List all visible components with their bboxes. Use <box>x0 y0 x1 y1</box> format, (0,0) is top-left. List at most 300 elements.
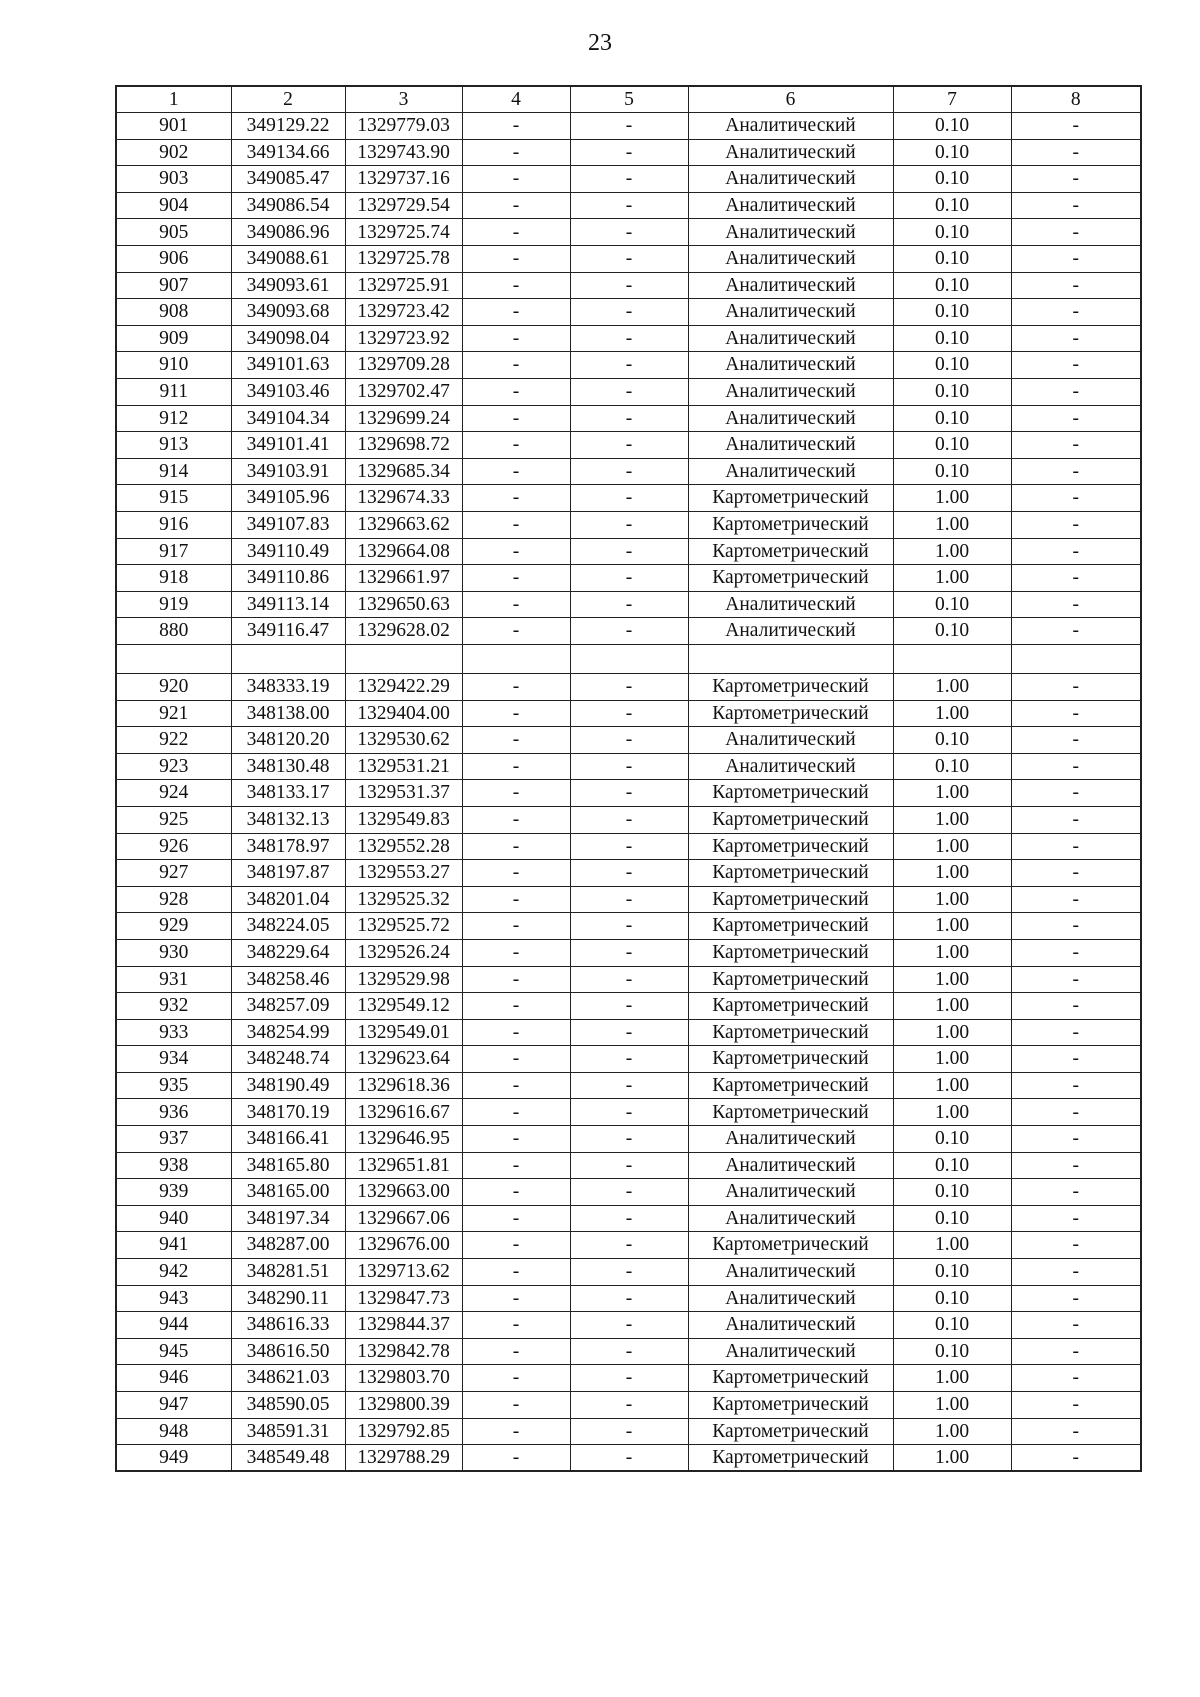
cell-col-5: - <box>570 512 688 539</box>
cell-col-4: - <box>462 966 570 993</box>
page-number: 23 <box>588 30 612 56</box>
cell-y-coordinate: 1329698.72 <box>345 432 462 459</box>
cell-col-8: - <box>1011 806 1141 833</box>
cell-col-4: - <box>462 833 570 860</box>
cell-col-5: - <box>570 966 688 993</box>
cell-method: Картометрический <box>688 780 893 807</box>
header-cell: 4 <box>462 86 570 113</box>
cell-point-number: 940 <box>116 1205 231 1232</box>
cell-precision: 0.10 <box>893 618 1011 645</box>
table-row <box>116 485 1141 512</box>
cell-precision: 1.00 <box>893 1046 1011 1073</box>
cell-method: Картометрический <box>688 913 893 940</box>
cell-method: Аналитический <box>688 246 893 273</box>
table-row <box>116 1365 1141 1392</box>
cell-x-coordinate: 348120.20 <box>231 727 345 754</box>
cell-point-number: 948 <box>116 1418 231 1445</box>
table-row <box>116 1232 1141 1259</box>
cell-y-coordinate: 1329553.27 <box>345 860 462 887</box>
cell-col-5: - <box>570 485 688 512</box>
cell-col-4: - <box>462 727 570 754</box>
cell-method: Картометрический <box>688 1232 893 1259</box>
cell-col-8: - <box>1011 1259 1141 1286</box>
cell-y-coordinate: 1329526.24 <box>345 939 462 966</box>
cell-method: Картометрический <box>688 833 893 860</box>
table-row <box>116 512 1141 539</box>
cell-method: Картометрический <box>688 1418 893 1445</box>
cell-method: Аналитический <box>688 379 893 406</box>
cell-col-5: - <box>570 538 688 565</box>
cell-method: Аналитический <box>688 272 893 299</box>
cell-col-8: - <box>1011 1232 1141 1259</box>
cell-method: Картометрический <box>688 565 893 592</box>
cell-y-coordinate: 1329792.85 <box>345 1418 462 1445</box>
cell-y-coordinate: 1329422.29 <box>345 673 462 700</box>
cell-method <box>688 644 893 673</box>
cell-x-coordinate: 348257.09 <box>231 993 345 1020</box>
cell-x-coordinate: 348254.99 <box>231 1019 345 1046</box>
cell-col-8: - <box>1011 1072 1141 1099</box>
cell-precision: 0.10 <box>893 1179 1011 1206</box>
cell-x-coordinate: 348290.11 <box>231 1285 345 1312</box>
cell-precision: 0.10 <box>893 379 1011 406</box>
header-cell: 3 <box>345 86 462 113</box>
cell-precision: 1.00 <box>893 512 1011 539</box>
table-row <box>116 192 1141 219</box>
cell-point-number: 907 <box>116 272 231 299</box>
cell-col-5: - <box>570 1126 688 1153</box>
cell-y-coordinate: 1329628.02 <box>345 618 462 645</box>
cell-col-4: - <box>462 1312 570 1339</box>
cell-col-5: - <box>570 1179 688 1206</box>
cell-col-4: - <box>462 780 570 807</box>
cell-col-8: - <box>1011 1312 1141 1339</box>
cell-precision: 0.10 <box>893 299 1011 326</box>
cell-point-number: 944 <box>116 1312 231 1339</box>
cell-col-5: - <box>570 1072 688 1099</box>
cell-precision: 1.00 <box>893 1365 1011 1392</box>
cell-col-4: - <box>462 886 570 913</box>
cell-precision: 1.00 <box>893 485 1011 512</box>
cell-x-coordinate: 349085.47 <box>231 166 345 193</box>
cell-x-coordinate: 348616.50 <box>231 1338 345 1365</box>
cell-method: Аналитический <box>688 192 893 219</box>
cell-precision: 0.10 <box>893 753 1011 780</box>
cell-point-number: 903 <box>116 166 231 193</box>
cell-col-5: - <box>570 860 688 887</box>
cell-y-coordinate: 1329651.81 <box>345 1152 462 1179</box>
table-row <box>116 166 1141 193</box>
cell-y-coordinate: 1329650.63 <box>345 591 462 618</box>
cell-precision: 1.00 <box>893 780 1011 807</box>
cell-point-number: 939 <box>116 1179 231 1206</box>
cell-col-5: - <box>570 565 688 592</box>
table-row <box>116 806 1141 833</box>
cell-col-8: - <box>1011 1099 1141 1126</box>
cell-x-coordinate: 349105.96 <box>231 485 345 512</box>
cell-col-5: - <box>570 806 688 833</box>
cell-method: Картометрический <box>688 1046 893 1073</box>
cell-col-8: - <box>1011 1046 1141 1073</box>
cell-point-number: 941 <box>116 1232 231 1259</box>
cell-col-8: - <box>1011 1285 1141 1312</box>
cell-col-8: - <box>1011 1152 1141 1179</box>
cell-col-5: - <box>570 113 688 140</box>
cell-col-8: - <box>1011 192 1141 219</box>
cell-col-5: - <box>570 1019 688 1046</box>
cell-precision: 0.10 <box>893 1285 1011 1312</box>
table-row <box>116 1179 1141 1206</box>
cell-point-number: 923 <box>116 753 231 780</box>
cell-point-number: 921 <box>116 700 231 727</box>
cell-point-number: 918 <box>116 565 231 592</box>
cell-col-4: - <box>462 1445 570 1472</box>
header-cell: 7 <box>893 86 1011 113</box>
cell-col-5: - <box>570 166 688 193</box>
cell-y-coordinate: 1329667.06 <box>345 1205 462 1232</box>
cell-col-8: - <box>1011 727 1141 754</box>
table-row <box>116 538 1141 565</box>
cell-col-5: - <box>570 246 688 273</box>
cell-x-coordinate <box>231 644 345 673</box>
cell-col-8: - <box>1011 1338 1141 1365</box>
cell-point-number: 913 <box>116 432 231 459</box>
cell-point-number: 919 <box>116 591 231 618</box>
table-row <box>116 1285 1141 1312</box>
cell-y-coordinate: 1329725.74 <box>345 219 462 246</box>
cell-precision: 0.10 <box>893 166 1011 193</box>
cell-point-number: 911 <box>116 379 231 406</box>
cell-x-coordinate: 348130.48 <box>231 753 345 780</box>
cell-method: Аналитический <box>688 1152 893 1179</box>
cell-col-4: - <box>462 939 570 966</box>
cell-col-4: - <box>462 1232 570 1259</box>
cell-col-4: - <box>462 538 570 565</box>
cell-col-4: - <box>462 565 570 592</box>
table-row <box>116 379 1141 406</box>
cell-method: Аналитический <box>688 325 893 352</box>
cell-col-4: - <box>462 700 570 727</box>
table-row <box>116 1418 1141 1445</box>
coordinates-table <box>115 85 1142 1472</box>
cell-method: Картометрический <box>688 806 893 833</box>
cell-method: Аналитический <box>688 219 893 246</box>
cell-col-5: - <box>570 1046 688 1073</box>
cell-col-8: - <box>1011 432 1141 459</box>
cell-precision: 0.10 <box>893 219 1011 246</box>
cell-point-number: 942 <box>116 1259 231 1286</box>
table-row <box>116 325 1141 352</box>
cell-method: Картометрический <box>688 886 893 913</box>
cell-col-5: - <box>570 1232 688 1259</box>
cell-precision: 1.00 <box>893 1418 1011 1445</box>
cell-precision: 1.00 <box>893 1232 1011 1259</box>
table-row <box>116 1099 1141 1126</box>
cell-method: Аналитический <box>688 591 893 618</box>
cell-col-4: - <box>462 673 570 700</box>
table-row <box>116 644 1141 673</box>
cell-col-4: - <box>462 1338 570 1365</box>
cell-x-coordinate: 349113.14 <box>231 591 345 618</box>
cell-col-8: - <box>1011 352 1141 379</box>
cell-method: Аналитический <box>688 1179 893 1206</box>
cell-col-5: - <box>570 1152 688 1179</box>
cell-col-8: - <box>1011 1445 1141 1472</box>
cell-method: Картометрический <box>688 673 893 700</box>
cell-col-5: - <box>570 1365 688 1392</box>
cell-x-coordinate: 348197.87 <box>231 860 345 887</box>
cell-y-coordinate: 1329531.21 <box>345 753 462 780</box>
cell-point-number: 880 <box>116 618 231 645</box>
table-row <box>116 1392 1141 1419</box>
cell-x-coordinate: 348165.80 <box>231 1152 345 1179</box>
cell-method: Картометрический <box>688 700 893 727</box>
cell-x-coordinate: 348138.00 <box>231 700 345 727</box>
cell-col-4: - <box>462 618 570 645</box>
cell-y-coordinate: 1329725.91 <box>345 272 462 299</box>
cell-x-coordinate: 349101.63 <box>231 352 345 379</box>
cell-col-8: - <box>1011 618 1141 645</box>
cell-y-coordinate: 1329549.12 <box>345 993 462 1020</box>
cell-precision: 0.10 <box>893 432 1011 459</box>
cell-y-coordinate: 1329552.28 <box>345 833 462 860</box>
cell-precision: 0.10 <box>893 325 1011 352</box>
cell-col-8: - <box>1011 246 1141 273</box>
cell-point-number: 910 <box>116 352 231 379</box>
cell-point-number: 938 <box>116 1152 231 1179</box>
header-cell: 6 <box>688 86 893 113</box>
cell-method: Аналитический <box>688 753 893 780</box>
cell-y-coordinate: 1329800.39 <box>345 1392 462 1419</box>
cell-col-5: - <box>570 673 688 700</box>
cell-x-coordinate: 348178.97 <box>231 833 345 860</box>
cell-y-coordinate: 1329661.97 <box>345 565 462 592</box>
cell-x-coordinate: 348590.05 <box>231 1392 345 1419</box>
cell-method: Картометрический <box>688 1392 893 1419</box>
cell-x-coordinate: 349103.91 <box>231 458 345 485</box>
cell-y-coordinate: 1329842.78 <box>345 1338 462 1365</box>
cell-col-4 <box>462 644 570 673</box>
cell-precision: 1.00 <box>893 833 1011 860</box>
cell-point-number: 925 <box>116 806 231 833</box>
cell-y-coordinate: 1329725.78 <box>345 246 462 273</box>
cell-col-4: - <box>462 753 570 780</box>
cell-method: Аналитический <box>688 727 893 754</box>
cell-col-4: - <box>462 166 570 193</box>
cell-col-5: - <box>570 700 688 727</box>
cell-y-coordinate: 1329702.47 <box>345 379 462 406</box>
cell-col-8: - <box>1011 139 1141 166</box>
cell-precision: 0.10 <box>893 1259 1011 1286</box>
cell-method: Аналитический <box>688 1259 893 1286</box>
cell-precision: 1.00 <box>893 1019 1011 1046</box>
cell-x-coordinate: 348258.46 <box>231 966 345 993</box>
cell-col-8 <box>1011 644 1141 673</box>
cell-x-coordinate: 348166.41 <box>231 1126 345 1153</box>
cell-col-4: - <box>462 432 570 459</box>
table-row <box>116 1126 1141 1153</box>
cell-method: Аналитический <box>688 1338 893 1365</box>
cell-y-coordinate: 1329788.29 <box>345 1445 462 1472</box>
cell-point-number: 905 <box>116 219 231 246</box>
cell-col-5: - <box>570 405 688 432</box>
table-row <box>116 780 1141 807</box>
cell-col-4: - <box>462 1072 570 1099</box>
cell-point-number: 901 <box>116 113 231 140</box>
cell-method: Аналитический <box>688 1126 893 1153</box>
cell-col-5: - <box>570 913 688 940</box>
cell-y-coordinate: 1329803.70 <box>345 1365 462 1392</box>
cell-x-coordinate: 349088.61 <box>231 246 345 273</box>
cell-col-8: - <box>1011 325 1141 352</box>
cell-x-coordinate: 349110.49 <box>231 538 345 565</box>
cell-col-4: - <box>462 1365 570 1392</box>
cell-precision: 0.10 <box>893 352 1011 379</box>
table-row <box>116 1338 1141 1365</box>
cell-x-coordinate: 348333.19 <box>231 673 345 700</box>
cell-method: Картометрический <box>688 1445 893 1472</box>
table-row <box>116 591 1141 618</box>
cell-precision: 1.00 <box>893 913 1011 940</box>
cell-col-4: - <box>462 1285 570 1312</box>
cell-x-coordinate: 348229.64 <box>231 939 345 966</box>
cell-col-5: - <box>570 139 688 166</box>
cell-col-4: - <box>462 1099 570 1126</box>
cell-col-4: - <box>462 1046 570 1073</box>
cell-point-number: 924 <box>116 780 231 807</box>
table-row <box>116 565 1141 592</box>
cell-col-5: - <box>570 192 688 219</box>
cell-point-number: 915 <box>116 485 231 512</box>
cell-col-8: - <box>1011 753 1141 780</box>
cell-col-8: - <box>1011 565 1141 592</box>
cell-y-coordinate: 1329404.00 <box>345 700 462 727</box>
cell-col-4: - <box>462 485 570 512</box>
cell-y-coordinate: 1329549.83 <box>345 806 462 833</box>
cell-col-4: - <box>462 1418 570 1445</box>
cell-precision: 1.00 <box>893 806 1011 833</box>
cell-col-4: - <box>462 860 570 887</box>
cell-y-coordinate: 1329531.37 <box>345 780 462 807</box>
table-row <box>116 1152 1141 1179</box>
cell-precision: 0.10 <box>893 458 1011 485</box>
cell-precision: 0.10 <box>893 591 1011 618</box>
cell-col-5: - <box>570 1205 688 1232</box>
cell-y-coordinate: 1329525.72 <box>345 913 462 940</box>
cell-col-8: - <box>1011 458 1141 485</box>
cell-point-number: 931 <box>116 966 231 993</box>
cell-precision <box>893 644 1011 673</box>
cell-precision: 0.10 <box>893 1126 1011 1153</box>
cell-point-number: 927 <box>116 860 231 887</box>
table-row <box>116 1019 1141 1046</box>
cell-x-coordinate: 348190.49 <box>231 1072 345 1099</box>
cell-point-number: 926 <box>116 833 231 860</box>
cell-method: Картометрический <box>688 993 893 1020</box>
cell-x-coordinate: 349098.04 <box>231 325 345 352</box>
cell-col-4: - <box>462 325 570 352</box>
table-row <box>116 1445 1141 1472</box>
cell-point-number: 934 <box>116 1046 231 1073</box>
cell-col-8: - <box>1011 113 1141 140</box>
cell-x-coordinate: 348549.48 <box>231 1445 345 1472</box>
cell-col-4: - <box>462 113 570 140</box>
cell-point-number: 933 <box>116 1019 231 1046</box>
cell-y-coordinate: 1329530.62 <box>345 727 462 754</box>
cell-x-coordinate: 349116.47 <box>231 618 345 645</box>
cell-col-8: - <box>1011 1126 1141 1153</box>
cell-x-coordinate: 349104.34 <box>231 405 345 432</box>
cell-col-5: - <box>570 272 688 299</box>
cell-x-coordinate: 348591.31 <box>231 1418 345 1445</box>
cell-col-4: - <box>462 272 570 299</box>
cell-precision: 1.00 <box>893 860 1011 887</box>
cell-col-5: - <box>570 1312 688 1339</box>
cell-col-8: - <box>1011 913 1141 940</box>
table-row <box>116 700 1141 727</box>
cell-col-4: - <box>462 1126 570 1153</box>
cell-point-number: 937 <box>116 1126 231 1153</box>
cell-precision: 0.10 <box>893 405 1011 432</box>
cell-col-5: - <box>570 352 688 379</box>
cell-col-5: - <box>570 1099 688 1126</box>
cell-col-5: - <box>570 1259 688 1286</box>
table-row <box>116 1072 1141 1099</box>
cell-precision: 1.00 <box>893 886 1011 913</box>
cell-point-number: 914 <box>116 458 231 485</box>
cell-y-coordinate: 1329847.73 <box>345 1285 462 1312</box>
cell-col-5: - <box>570 1418 688 1445</box>
cell-point-number: 929 <box>116 913 231 940</box>
cell-method: Аналитический <box>688 1312 893 1339</box>
cell-col-5: - <box>570 727 688 754</box>
cell-y-coordinate: 1329664.08 <box>345 538 462 565</box>
cell-x-coordinate: 349086.96 <box>231 219 345 246</box>
cell-col-4: - <box>462 512 570 539</box>
table-row <box>116 352 1141 379</box>
cell-method: Аналитический <box>688 113 893 140</box>
cell-y-coordinate: 1329685.34 <box>345 458 462 485</box>
cell-col-8: - <box>1011 166 1141 193</box>
cell-y-coordinate: 1329663.62 <box>345 512 462 539</box>
cell-col-4: - <box>462 1179 570 1206</box>
table-row <box>116 1205 1141 1232</box>
cell-point-number: 945 <box>116 1338 231 1365</box>
cell-col-4: - <box>462 1205 570 1232</box>
cell-col-8: - <box>1011 538 1141 565</box>
table-row <box>116 299 1141 326</box>
cell-col-5: - <box>570 591 688 618</box>
cell-y-coordinate: 1329674.33 <box>345 485 462 512</box>
header-cell: 2 <box>231 86 345 113</box>
cell-col-4: - <box>462 591 570 618</box>
cell-y-coordinate: 1329737.16 <box>345 166 462 193</box>
cell-y-coordinate: 1329529.98 <box>345 966 462 993</box>
table-row <box>116 886 1141 913</box>
table-row <box>116 966 1141 993</box>
cell-col-4: - <box>462 1019 570 1046</box>
cell-col-8: - <box>1011 272 1141 299</box>
cell-point-number: 946 <box>116 1365 231 1392</box>
cell-point-number: 947 <box>116 1392 231 1419</box>
cell-col-5: - <box>570 993 688 1020</box>
table-row <box>116 993 1141 1020</box>
cell-col-8: - <box>1011 1019 1141 1046</box>
cell-col-8: - <box>1011 405 1141 432</box>
cell-method: Аналитический <box>688 1205 893 1232</box>
cell-point-number: 935 <box>116 1072 231 1099</box>
cell-col-8: - <box>1011 1392 1141 1419</box>
